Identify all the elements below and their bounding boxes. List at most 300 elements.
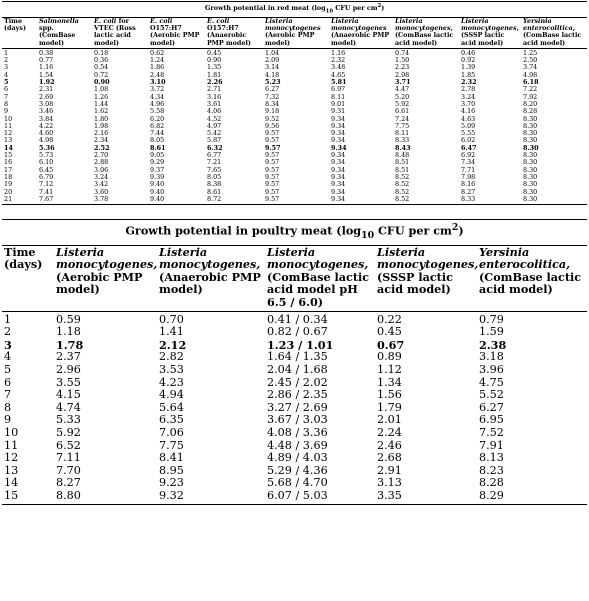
value-cell: 5.73	[39, 151, 54, 160]
value-cell: 0.46	[461, 48, 476, 57]
value-cell: 6.52	[56, 438, 81, 452]
value-cell: 1.24	[150, 56, 165, 65]
value-cell: 9.57	[265, 187, 280, 196]
day-cell: 16	[4, 158, 13, 167]
value-cell: 6.79	[39, 172, 54, 181]
value-cell: 6.82	[150, 121, 165, 130]
day-cell: 10	[4, 114, 13, 123]
day-cell: 14	[4, 476, 19, 490]
day-cell: 7	[4, 388, 12, 402]
column-header-text: (Aerobic PMP model)	[265, 31, 315, 47]
value-cell: 8.61	[150, 143, 166, 152]
value-cell: 3.42	[94, 180, 109, 189]
column-header	[148, 17, 205, 48]
value-cell: 8.23	[479, 463, 504, 477]
value-cell: 8.20	[523, 99, 538, 108]
value-cell: 2.86 / 2.35	[267, 388, 328, 402]
column-header	[2, 17, 37, 48]
value-cell: 1.62	[94, 107, 109, 116]
value-cell: 2.46	[377, 438, 402, 452]
value-cell: 8.30	[523, 165, 538, 174]
table-row	[2, 123, 587, 130]
value-cell: 2.98	[395, 70, 410, 79]
value-cell: 0.22	[377, 312, 402, 326]
value-cell: 8.27	[56, 476, 81, 490]
poultry-meat-body	[2, 311, 587, 504]
day-cell: 3	[4, 337, 12, 352]
value-cell: 9.18	[265, 107, 280, 116]
value-cell: 4.89 / 4.03	[267, 451, 328, 465]
column-header	[521, 17, 587, 48]
value-cell: 4.98	[523, 70, 538, 79]
value-cell: 4.96	[150, 99, 165, 108]
value-cell: 6.20	[150, 114, 165, 123]
value-cell: 6.27	[479, 400, 504, 414]
day-cell: 6	[4, 375, 12, 389]
value-cell: 0.59	[56, 312, 81, 326]
value-cell: 5.64	[159, 400, 184, 414]
table-row	[2, 145, 587, 152]
value-cell: 3.16	[207, 92, 222, 101]
table-row	[2, 311, 587, 326]
day-cell: 2	[4, 56, 9, 65]
table-row	[2, 79, 587, 86]
value-cell: 9.57	[265, 143, 281, 152]
value-cell: 0.70	[159, 312, 184, 326]
table-row	[2, 189, 587, 196]
value-cell: 3.13	[377, 476, 402, 490]
value-cell: 2.09	[265, 56, 280, 65]
value-cell: 8.11	[395, 129, 410, 138]
table-row	[2, 137, 587, 144]
day-cell: 2	[4, 325, 12, 339]
value-cell: 7.34	[461, 158, 476, 167]
day-cell: 12	[4, 451, 19, 465]
value-cell: 4.16	[461, 107, 476, 116]
table-row	[2, 181, 587, 188]
value-cell: 8.30	[523, 158, 538, 167]
species-name: E. coli	[94, 16, 117, 25]
value-cell: 3.67 / 3.03	[267, 413, 328, 427]
value-cell: 8.43	[395, 143, 411, 152]
value-cell: 2.52	[94, 143, 110, 152]
column-header	[157, 245, 265, 311]
value-cell: 5.09	[461, 121, 476, 130]
table-row	[2, 94, 587, 101]
value-cell: 6.92	[461, 151, 476, 160]
value-cell: 9.37	[150, 165, 165, 174]
value-cell: 4.75	[479, 375, 504, 389]
species-name: Listeria monocytogenes,	[377, 244, 479, 272]
value-cell: 9.34	[331, 172, 346, 181]
value-cell: 8.30	[523, 129, 538, 138]
value-cell: 2.01	[377, 413, 402, 427]
value-cell: 8.30	[523, 180, 538, 189]
day-cell: 14	[4, 143, 13, 152]
column-header-text: O157:H7 (Anaerobic PMP model)	[207, 24, 251, 47]
day-cell: 9	[4, 107, 9, 116]
value-cell: 9.34	[331, 158, 346, 167]
day-cell: 18	[4, 172, 13, 181]
value-cell: 9.56	[265, 121, 280, 130]
red-meat-body	[2, 48, 587, 204]
value-cell: 5.92	[56, 426, 81, 439]
day-cell: 8	[4, 99, 9, 108]
value-cell: 5.68 / 4.70	[267, 476, 328, 490]
value-cell: 8.28	[479, 476, 504, 490]
value-cell: 6.97	[331, 85, 346, 94]
table-row	[2, 152, 587, 159]
value-cell: 2.24	[377, 426, 402, 439]
value-cell: 5.29 / 4.36	[267, 463, 328, 477]
value-cell: 3.24	[94, 172, 109, 181]
column-header-text: (Anaerobic PMP model)	[331, 31, 390, 47]
value-cell: 3.14	[265, 63, 280, 72]
value-cell: 2.32	[461, 78, 477, 87]
value-cell: 5.81	[331, 78, 347, 87]
value-cell: 8.30	[523, 114, 538, 123]
species-name: Yersinia enterocolitica,	[479, 244, 571, 272]
value-cell: 6.77	[207, 151, 222, 160]
value-cell: 1.56	[377, 388, 402, 402]
value-cell: 1.78	[56, 337, 84, 352]
day-cell: 15	[4, 151, 13, 160]
value-cell: 1.23 / 1.01	[267, 337, 334, 352]
value-cell: 7.91	[479, 438, 504, 452]
value-cell: 9.34	[331, 180, 346, 189]
column-header-text: (SSSP lactic acid model)	[377, 269, 453, 297]
red-meat-table	[2, 1, 587, 205]
value-cell: 2.91	[377, 463, 402, 477]
value-cell: 0.90	[207, 56, 222, 65]
value-cell: 3.74	[523, 63, 538, 72]
table-row	[2, 364, 587, 377]
value-cell: 7.24	[395, 114, 410, 123]
value-cell: 8.05	[150, 136, 165, 145]
value-cell: 5.33	[56, 413, 81, 427]
column-header-text: for VTEC (Ross lactic acid model)	[94, 16, 136, 47]
value-cell: 1.44	[94, 99, 109, 108]
value-cell: 5.55	[461, 129, 476, 138]
day-cell: 5	[4, 363, 12, 377]
table-row	[2, 159, 587, 166]
column-header-text: O157:H7 (Aerobic PMP model)	[150, 24, 200, 47]
value-cell: 3.70	[461, 99, 476, 108]
value-cell: 9.57	[265, 165, 280, 174]
value-cell: 9.57	[265, 158, 280, 167]
column-header	[375, 245, 477, 311]
value-cell: 8.05	[207, 172, 222, 181]
value-cell: 8.34	[265, 99, 280, 108]
column-header	[92, 17, 148, 48]
value-cell: 5.52	[479, 388, 504, 402]
table-row	[2, 86, 587, 93]
value-cell: 5.23	[265, 78, 281, 87]
value-cell: 0.89	[377, 350, 402, 364]
column-header	[263, 17, 329, 48]
value-cell: 0.92	[461, 56, 476, 65]
column-header-text: spp. (ComBase model)	[39, 24, 76, 47]
value-cell: 0.72	[94, 70, 109, 79]
table-row	[2, 130, 587, 137]
value-cell: 3.84	[39, 114, 54, 123]
value-cell: 2.96	[56, 363, 81, 377]
value-cell: 8.29	[477, 490, 587, 504]
value-cell: 0.90	[94, 78, 110, 87]
value-cell: 4.97	[207, 121, 222, 130]
value-cell: 2.04 / 1.68	[267, 363, 328, 377]
species-name: Listeria monocytogenes,	[56, 244, 158, 272]
value-cell: 9.34	[331, 165, 346, 174]
value-cell: 1.18	[56, 325, 81, 339]
value-cell: 1.41	[159, 325, 184, 339]
column-header-text: (Anaerobic PMP model)	[159, 269, 261, 297]
day-cell: 17	[4, 165, 13, 174]
value-cell: 1.64 / 1.35	[267, 350, 328, 364]
species-name: Listeria monocytogenes	[265, 16, 321, 32]
value-cell: 9.34	[331, 151, 346, 160]
value-cell: 0.77	[39, 56, 54, 65]
value-cell: 3.55	[56, 375, 81, 389]
value-cell: 8.30	[523, 136, 538, 145]
value-cell: 3.27 / 2.69	[267, 400, 328, 414]
value-cell: 8.27	[461, 187, 476, 196]
value-cell: 5.92	[395, 99, 410, 108]
value-cell: 8.52	[395, 180, 410, 189]
value-cell: 2.37	[56, 350, 81, 364]
value-cell: 2.31	[39, 85, 54, 94]
value-cell: 2.26	[207, 78, 223, 87]
table-row	[2, 48, 587, 57]
value-cell: 8.16	[461, 180, 476, 189]
value-cell: 5.20	[395, 92, 410, 101]
day-cell: 13	[4, 463, 19, 477]
value-cell: 0.62	[150, 48, 165, 57]
value-cell: 3.53	[159, 363, 184, 377]
value-cell: 6.18	[523, 78, 539, 87]
value-cell: 1.39	[461, 63, 476, 72]
poultry-meat-caption: Growth potential in poultry meat ($\log_{10}$ CFU per $cm^2$)	[2, 220, 587, 246]
table-row	[2, 108, 587, 115]
value-cell: 8.28	[523, 107, 538, 116]
column-header	[54, 245, 157, 311]
value-cell: 8.13	[479, 451, 504, 465]
value-cell: 9.57	[265, 129, 280, 138]
value-cell: 1.80	[94, 114, 109, 123]
value-cell: 2.71	[207, 85, 222, 94]
value-cell: 4.74	[56, 400, 81, 414]
value-cell: 3.24	[461, 92, 476, 101]
column-header-text: (ComBase lactic acid model)	[523, 31, 582, 47]
value-cell: 0.41 / 0.34	[267, 312, 328, 326]
value-cell: 4.98	[39, 136, 54, 145]
value-cell: 3.46	[39, 107, 54, 116]
column-header	[205, 17, 263, 48]
value-cell: 7.32	[265, 92, 280, 101]
value-cell: 7.67	[37, 196, 92, 205]
table-row	[2, 490, 587, 504]
column-header-text: (ComBase lactic acid model)	[479, 269, 582, 297]
day-cell: 4	[4, 350, 12, 364]
species-name: E. coli	[207, 16, 230, 25]
value-cell: 1.26	[94, 92, 109, 101]
value-cell: 9.29	[150, 158, 165, 167]
value-cell: 7.71	[461, 165, 476, 174]
table-row	[2, 174, 587, 181]
value-cell: 8.51	[395, 158, 410, 167]
value-cell: 3.18	[479, 350, 504, 364]
column-header	[459, 17, 521, 48]
value-cell: 8.48	[395, 151, 410, 160]
value-cell: 2.23	[395, 63, 410, 72]
value-cell: 9.34	[331, 121, 346, 130]
value-cell: 0.45	[207, 48, 222, 57]
day-cell: 15	[2, 490, 54, 504]
value-cell: 8.30	[523, 143, 539, 152]
table-row	[2, 116, 587, 123]
value-cell: 5.87	[207, 136, 222, 145]
value-cell: 6.61	[395, 107, 410, 116]
value-cell: 1.81	[207, 70, 222, 79]
value-cell: 1.54	[39, 70, 54, 79]
value-cell: 4.60	[39, 129, 54, 138]
value-cell: 4.65	[331, 70, 346, 79]
value-cell: 1.04	[265, 48, 280, 57]
value-cell: 7.98	[461, 172, 476, 181]
value-cell: 7.22	[523, 85, 538, 94]
value-cell: 6.32	[207, 143, 223, 152]
column-header	[265, 245, 375, 311]
value-cell: 6.07 / 5.03	[265, 490, 375, 504]
column-header-text: Time (days)	[4, 244, 43, 272]
value-cell: 8.38	[207, 180, 222, 189]
value-cell: 3.10	[150, 78, 166, 87]
value-cell: 3.48	[331, 63, 346, 72]
value-cell: 1.92	[39, 78, 55, 87]
value-cell: 3.71	[395, 78, 411, 87]
table-row	[2, 167, 587, 174]
value-cell: 9.01	[331, 99, 346, 108]
column-header	[2, 245, 54, 311]
value-cell: 8.33	[395, 136, 410, 145]
day-cell: 10	[4, 426, 19, 439]
value-cell: 7.75	[159, 438, 184, 452]
species-name: Salmonella	[39, 16, 79, 25]
value-cell: 9.57	[263, 196, 329, 205]
value-cell: 9.39	[150, 172, 165, 181]
species-name: Listeria monocytogenes,	[267, 244, 369, 272]
value-cell: 4.47	[395, 85, 410, 94]
value-cell: 9.34	[331, 136, 346, 145]
value-cell: 7.70	[56, 463, 81, 477]
value-cell: 7.21	[207, 158, 222, 167]
column-header-text: (SSSP lactic acid model)	[461, 31, 505, 47]
value-cell: 8.52	[395, 187, 410, 196]
value-cell: 1.25	[523, 48, 538, 57]
value-cell: 1.35	[207, 63, 222, 72]
value-cell: 4.94	[159, 388, 184, 402]
value-cell: 9.40	[150, 180, 165, 189]
value-cell: 6.95	[479, 413, 504, 427]
value-cell: 5.42	[207, 129, 222, 138]
value-cell: 0.45	[377, 325, 402, 339]
value-cell: 4.08 / 3.36	[267, 426, 328, 439]
species-name: Listeria monocytogenes,	[395, 16, 453, 32]
table-row	[2, 389, 587, 402]
value-cell: 0.79	[479, 312, 504, 326]
value-cell: 9.57	[265, 151, 280, 160]
value-cell: 2.78	[461, 85, 476, 94]
value-cell: 8.61	[207, 187, 222, 196]
day-cell: 1	[4, 312, 12, 326]
value-cell: 7.06	[159, 426, 184, 439]
column-header-text: (ComBase lactic acid model pH 6.5 / 6.0)	[267, 269, 370, 310]
day-cell: 6	[4, 85, 9, 94]
value-cell: 4.52	[207, 114, 222, 123]
value-cell: 9.23	[159, 476, 184, 490]
poultry-meat-header-row	[2, 245, 587, 311]
value-cell: 2.32	[331, 56, 346, 65]
day-cell: 1	[4, 48, 9, 57]
table-row	[2, 427, 587, 440]
value-cell: 2.38	[479, 337, 507, 352]
species-name: Listeria monocytogenes	[331, 16, 387, 32]
value-cell: 4.23	[159, 375, 184, 389]
value-cell: 5.36	[39, 143, 55, 152]
species-name: Listeria monocytogenes,	[461, 16, 519, 32]
value-cell: 7.11	[56, 451, 81, 465]
table-row	[2, 101, 587, 108]
day-cell: 19	[4, 180, 13, 189]
value-cell: 2.50	[523, 56, 538, 65]
table-row	[2, 57, 587, 64]
value-cell: 1.16	[39, 63, 54, 72]
day-cell: 13	[4, 136, 13, 145]
value-cell: 8.30	[521, 196, 587, 205]
value-cell: 9.31	[331, 107, 346, 116]
red-meat-caption: Growth potential in red meat ($\log_{10}$ CFU per $cm^2$)	[2, 2, 587, 18]
poultry-meat-table	[2, 219, 587, 504]
value-cell: 6.47	[461, 143, 477, 152]
value-cell: 0.38	[39, 48, 54, 57]
value-cell: 2.45 / 2.02	[267, 375, 328, 389]
column-header	[393, 17, 459, 48]
column-header	[37, 17, 92, 48]
value-cell: 0.18	[94, 48, 109, 57]
value-cell: 9.34	[331, 129, 346, 138]
value-cell: 4.63	[461, 114, 476, 123]
species-name: Yersinia enterocolitica,	[523, 16, 576, 32]
value-cell: 6.10	[39, 158, 54, 167]
value-cell: 1.59	[479, 325, 504, 339]
column-header-text: Time (days)	[4, 16, 26, 32]
table-row	[2, 196, 587, 205]
value-cell: 3.35	[375, 490, 477, 504]
value-cell: 3.72	[150, 85, 165, 94]
table-row	[2, 72, 587, 79]
value-cell: 0.82 / 0.67	[267, 325, 328, 339]
value-cell: 2.48	[150, 70, 165, 79]
value-cell: 9.52	[265, 114, 280, 123]
value-cell: 4.22	[39, 121, 54, 130]
value-cell: 9.34	[331, 143, 347, 152]
day-cell: 7	[4, 92, 9, 101]
value-cell: 3.96	[479, 363, 504, 377]
day-cell: 20	[4, 187, 13, 196]
day-cell: 8	[4, 400, 12, 414]
value-cell: 3.06	[94, 165, 109, 174]
value-cell: 1.98	[94, 121, 109, 130]
